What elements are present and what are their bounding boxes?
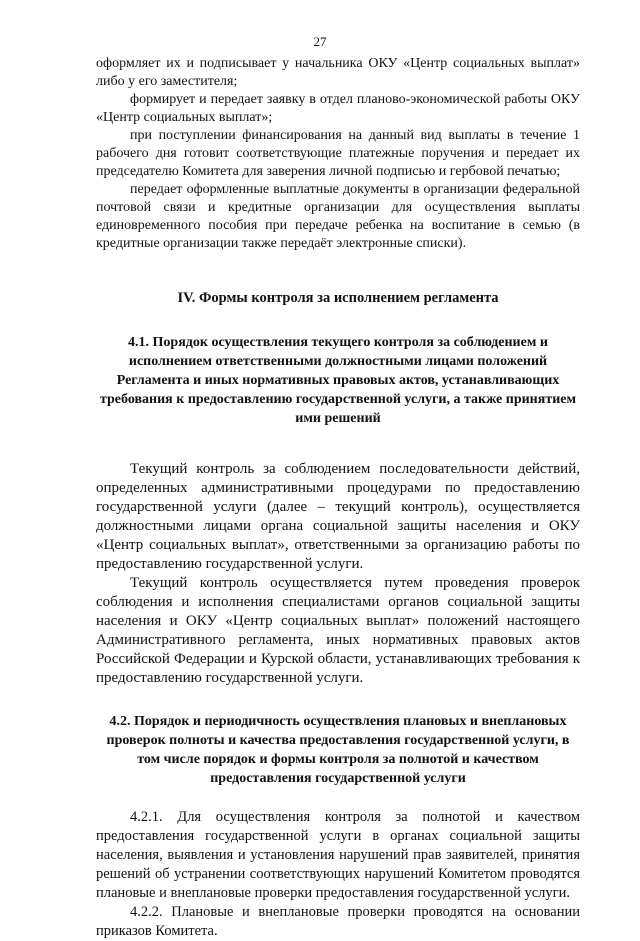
paragraph: Текущий контроль осуществляется путем проведения проверок соблюдения и исполнения специалистами органов социальной защиты населения и ОКУ «Центр социальных выплат» положений настоящего Административного регламента, иных нормативных правовых актов Российской Федерации и Курской области, устанавливающих требования к предоставлению государственной услуги. <box>96 575 580 686</box>
intro-item: формирует и передает заявку в отдел планово-экономической работы ОКУ «Центр социальных выплат»; <box>96 92 580 125</box>
subsection-title-4-2: 4.2. Порядок и периодичность осуществления плановых и внеплановых проверок полноты и качества предоставления государственной услуги, в том числе порядок и формы контроля за полнотой и качеством предоставления государственной услуги <box>106 714 570 786</box>
intro-list <box>96 55 580 253</box>
subsection-4-2-body <box>96 808 580 941</box>
paragraph: 4.2.1. Для осуществления контроля за полнотой и качеством предоставления государственной услуги в органах социальной защиты населения, выявления и установления нарушений прав заявителей, принятия решений об устранении соответствующих нарушений Комитетом проводятся плановые и внеплановые проверки предоставления государственной услуги. <box>96 809 580 901</box>
intro-item: оформляет их и подписывает у начальника ОКУ «Центр социальных выплат» либо у его заместителя; <box>96 56 580 89</box>
paragraph: 4.2.2. Плановые и внеплановые проверки проводятся на основании приказов Комитета. <box>96 904 580 939</box>
intro-item: передает оформленные выплатные документы в организации федеральной почтовой связи и кредитные организации для осуществления выплаты единовременного пособия при передаче ребенка на воспитание в семью (в кредитные организации также передаёт электронные списки). <box>96 182 580 251</box>
subsection-4-1-body <box>96 460 580 688</box>
page-number: 27 <box>313 34 327 49</box>
subsection-title-4-1: 4.1. Порядок осуществления текущего контроля за соблюдением и исполнением ответственными должностными лицами положений Регламента и иных нормативных правовых актов, устанавливающих требования к предоставлению государственной услуги, а также принятием ими решений <box>99 335 577 426</box>
section-title: IV. Формы контроля за исполнением регламента <box>177 290 499 306</box>
intro-item: при поступлении финансирования на данный вид выплаты в течение 1 рабочего дня готовит соответствующие платежные поручения и передает их председателю Комитета для заверения личной подписью и гербовой печатью; <box>96 128 580 179</box>
paragraph: Текущий контроль за соблюдением последовательности действий, определенных административными процедурами по предоставлению государственной услуги (далее – текущий контроль), осуществляется должностными лицами органа социальной защиты населения и ОКУ «Центр социальных выплат», ответственными за организацию работы по предоставлению государственной услуги. <box>96 461 580 572</box>
document-body <box>96 55 580 941</box>
